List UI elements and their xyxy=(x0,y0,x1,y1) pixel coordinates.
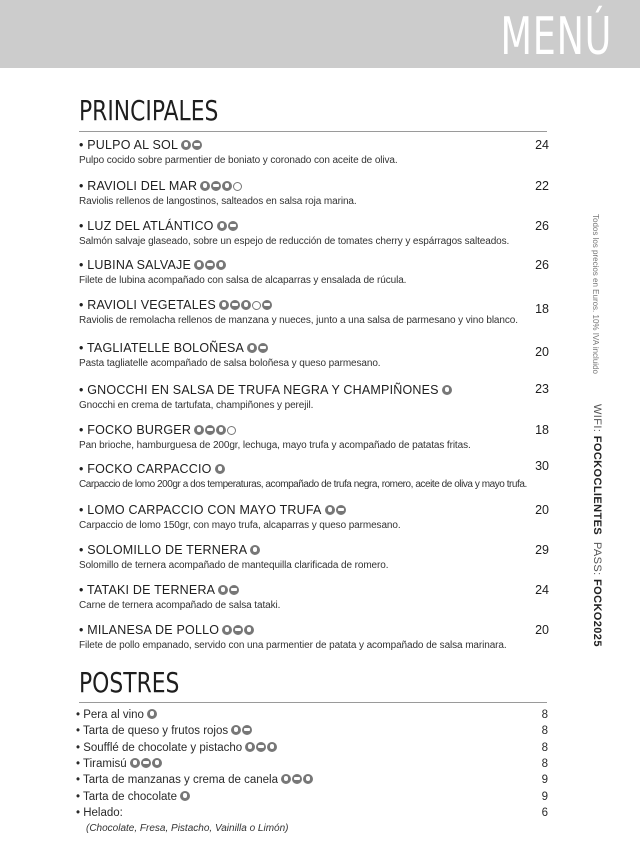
dish-price: 29 xyxy=(535,543,549,557)
dish-name-row xyxy=(79,383,549,398)
dish-description: Solomillo de ternera acompañado de mantequilla clarificada de romero. xyxy=(79,560,389,571)
dish-description: Carne de ternera acompañado de salsa tataki. xyxy=(79,600,281,611)
allergen-icon xyxy=(205,425,215,435)
allergen-icon xyxy=(241,300,251,310)
dish-description: Carpaccio de lomo 150gr, con mayo trufa, alcaparras y queso parmesano. xyxy=(79,520,401,531)
dessert-item xyxy=(76,725,548,738)
pass-label: PASS: xyxy=(591,541,603,576)
dish-item xyxy=(79,341,549,369)
allergen-icon xyxy=(216,425,226,435)
dish-name: • LUBINA SALVAJE xyxy=(79,258,192,272)
dish-description: Filete de pollo empanado, servido con una parmentier de patata y acompañado de salsa marinara. xyxy=(79,640,507,651)
dish-name-row xyxy=(79,179,549,194)
allergen-icons xyxy=(219,299,273,313)
allergen-icon xyxy=(267,742,277,752)
dish-name: • PULPO AL SOL xyxy=(79,138,179,152)
dish-name-row xyxy=(79,258,549,273)
wifi-password: FOCKO2025 xyxy=(591,579,603,647)
prices-note: Todos los precios en Euros. 10% IVA incluido xyxy=(591,214,600,374)
allergen-icon xyxy=(256,742,266,752)
allergen-icons xyxy=(215,463,226,477)
dish-name: • SOLOMILLO DE TERNERA xyxy=(79,543,248,557)
dish-description: Pan brioche, hamburguesa de 200gr, lechuga, mayo trufa y acompañado de patatas fritas. xyxy=(79,440,471,451)
allergen-icon xyxy=(219,300,229,310)
dessert-name: • Soufflé de chocolate y pistacho xyxy=(76,741,243,754)
dish-description: Pulpo cocido sobre parmentier de boniato y coronado con aceite de oliva. xyxy=(79,155,398,166)
dish-item xyxy=(79,623,549,651)
dish-item xyxy=(79,423,549,451)
allergen-icons xyxy=(325,504,347,518)
dish-name-row xyxy=(79,219,549,234)
allergen-icon xyxy=(250,545,260,555)
dish-item xyxy=(79,138,549,166)
dish-item xyxy=(79,179,549,207)
dish-name-row xyxy=(79,503,549,518)
allergen-icon xyxy=(231,725,241,735)
allergen-icons xyxy=(147,709,158,722)
dish-name: • RAVIOLI VEGETALES xyxy=(79,298,216,312)
dish-item xyxy=(79,383,549,411)
allergen-icon xyxy=(242,725,252,735)
allergen-icon xyxy=(281,774,291,784)
allergen-icon xyxy=(222,181,232,191)
dish-price: 23 xyxy=(535,382,549,396)
dish-price: 18 xyxy=(535,302,549,316)
dessert-name: • Pera al vino xyxy=(76,709,144,721)
dish-item xyxy=(79,543,549,571)
allergen-icon xyxy=(244,625,254,635)
dessert-name: • Tarta de chocolate xyxy=(76,790,177,803)
dessert-item xyxy=(76,791,548,804)
allergen-icon xyxy=(205,260,215,270)
allergen-icon xyxy=(252,301,261,310)
dish-price: 18 xyxy=(535,423,549,437)
allergen-icon xyxy=(147,709,157,719)
allergen-icon xyxy=(233,182,242,191)
allergen-icon xyxy=(258,343,268,353)
allergen-icons xyxy=(245,742,278,755)
principales-divider xyxy=(79,131,547,132)
dessert-item xyxy=(76,758,548,771)
dish-item xyxy=(79,258,549,286)
allergen-icon xyxy=(130,758,140,768)
allergen-icons xyxy=(442,384,453,398)
dessert-price: 8 xyxy=(541,757,548,770)
dessert-name: • Tiramisú xyxy=(76,757,127,770)
allergen-icon xyxy=(192,140,202,150)
dish-price: 24 xyxy=(535,583,549,597)
allergen-icons xyxy=(247,342,269,356)
dish-description: Salmón salvaje glaseado, sobre un espejo de reducción de tomates cherry y espárragos salteados. xyxy=(79,236,510,247)
dessert-price: 8 xyxy=(541,709,548,721)
dessert-price: 8 xyxy=(541,725,548,738)
dessert-item xyxy=(76,807,548,819)
dessert-item xyxy=(76,774,548,787)
allergen-icons xyxy=(181,139,203,153)
allergen-icon xyxy=(194,260,204,270)
postres-title: POSTRES xyxy=(79,666,180,699)
allergen-icons xyxy=(130,758,163,771)
dish-item xyxy=(79,298,549,326)
dessert-item xyxy=(76,742,548,755)
allergen-icons xyxy=(194,424,237,438)
dish-name: • FOCKO CARPACCIO xyxy=(79,462,212,476)
allergen-icon xyxy=(181,140,191,150)
wifi-info xyxy=(591,404,603,647)
allergen-icon xyxy=(325,505,335,515)
dessert-name: • Tarta de queso y frutos rojos xyxy=(76,725,229,738)
allergen-icons xyxy=(231,725,253,738)
dish-price: 26 xyxy=(535,219,549,233)
allergen-icons xyxy=(250,544,261,558)
principales-title: PRINCIPALES xyxy=(79,94,219,127)
dish-price: 26 xyxy=(535,258,549,272)
dish-name: • RAVIOLI DEL MAR xyxy=(79,179,198,193)
allergen-icon xyxy=(216,260,226,270)
allergen-icon xyxy=(228,221,238,231)
dish-item xyxy=(79,503,549,531)
allergen-icons xyxy=(281,774,314,787)
dish-name: • TAGLIATELLE BOLOÑESA xyxy=(79,341,245,355)
allergen-icon xyxy=(230,300,240,310)
allergen-icon xyxy=(303,774,313,784)
dessert-name: • Helado: xyxy=(76,806,123,819)
allergen-icon xyxy=(292,774,302,784)
allergen-icon xyxy=(227,426,236,435)
dish-price: 20 xyxy=(535,345,549,359)
dish-name-row xyxy=(79,583,549,598)
dish-description: Raviolis rellenos de langostinos, salteados en salsa roja marina. xyxy=(79,196,357,207)
allergen-icon xyxy=(152,758,162,768)
dish-description: Gnocchi en crema de tartufata, champiñones y perejil. xyxy=(79,400,314,411)
dessert-price: 9 xyxy=(541,790,548,803)
allergen-icon xyxy=(262,300,272,310)
allergen-icon xyxy=(141,758,151,768)
dish-name-row xyxy=(79,543,549,558)
wifi-label: WIFI: xyxy=(591,404,603,433)
allergen-icon xyxy=(194,425,204,435)
allergen-icon xyxy=(217,221,227,231)
allergen-icon xyxy=(245,742,255,752)
dish-price: 22 xyxy=(535,179,549,193)
allergen-icon xyxy=(218,585,228,595)
allergen-icon xyxy=(229,585,239,595)
allergen-icon xyxy=(247,343,257,353)
allergen-icon xyxy=(180,791,190,801)
dish-name: • GNOCCHI EN SALSA DE TRUFA NEGRA Y CHAMPIÑONES xyxy=(79,383,439,397)
dish-name: • FOCKO BURGER xyxy=(79,423,192,437)
dish-name: • LUZ DEL ATLÁNTICO xyxy=(79,219,214,233)
dish-price: 20 xyxy=(535,623,549,637)
allergen-icons xyxy=(217,220,239,234)
dessert-item xyxy=(76,709,548,722)
dessert-price: 6 xyxy=(541,806,548,819)
menu-title: MENÚ xyxy=(500,7,612,67)
dish-description: Carpaccio de lomo 200gr a dos temperaturas, acompañado de trufa negra, romero, aceite de oliva y mayo trufa. xyxy=(79,479,527,490)
dish-price: 20 xyxy=(535,503,549,517)
allergen-icon xyxy=(336,505,346,515)
allergen-icon xyxy=(211,181,221,191)
dish-name-row xyxy=(79,298,549,313)
allergen-icon xyxy=(215,464,225,474)
allergen-icons xyxy=(200,180,243,194)
dessert-price: 9 xyxy=(541,774,548,787)
allergen-icon xyxy=(233,625,243,635)
dish-price: 24 xyxy=(535,138,549,152)
dish-description: Filete de lubina acompañado con salsa de alcaparras y ensalada de rúcula. xyxy=(79,275,407,286)
wifi-network-name: FOCKOCLIENTES xyxy=(591,435,603,536)
dessert-name: • Tarta de manzanas y crema de canela xyxy=(76,774,278,787)
helado-flavors-note: (Chocolate, Fresa, Pistacho, Vainilla o Limón) xyxy=(86,823,289,834)
dish-name: • TATAKI DE TERNERA xyxy=(79,583,216,597)
allergen-icon xyxy=(200,181,210,191)
dish-description: Raviolis de remolacha rellenos de manzana y nueces, junto a una salsa de parmesano y vino blanco. xyxy=(79,315,518,326)
allergen-icons xyxy=(222,624,255,638)
dish-price: 30 xyxy=(535,459,549,473)
postres-divider xyxy=(79,702,547,703)
dish-name-row xyxy=(79,138,549,153)
dish-name: • LOMO CARPACCIO CON MAYO TRUFA xyxy=(79,503,322,517)
dish-item xyxy=(79,219,549,247)
dish-description: Pasta tagliatelle acompañado de salsa boloñesa y queso parmesano. xyxy=(79,358,381,369)
dish-item xyxy=(79,583,549,611)
dish-name: • MILANESA DE POLLO xyxy=(79,623,220,637)
dish-name-row xyxy=(79,423,549,438)
menu-header xyxy=(0,0,640,68)
allergen-icons xyxy=(194,259,227,273)
allergen-icon xyxy=(222,625,232,635)
dish-name-row xyxy=(79,341,549,356)
dessert-price: 8 xyxy=(541,741,548,754)
dish-name-row xyxy=(79,623,549,638)
allergen-icons xyxy=(180,791,191,804)
dish-item xyxy=(79,459,549,490)
allergen-icons xyxy=(218,584,240,598)
dish-name-row xyxy=(79,462,549,477)
allergen-icon xyxy=(442,385,452,395)
